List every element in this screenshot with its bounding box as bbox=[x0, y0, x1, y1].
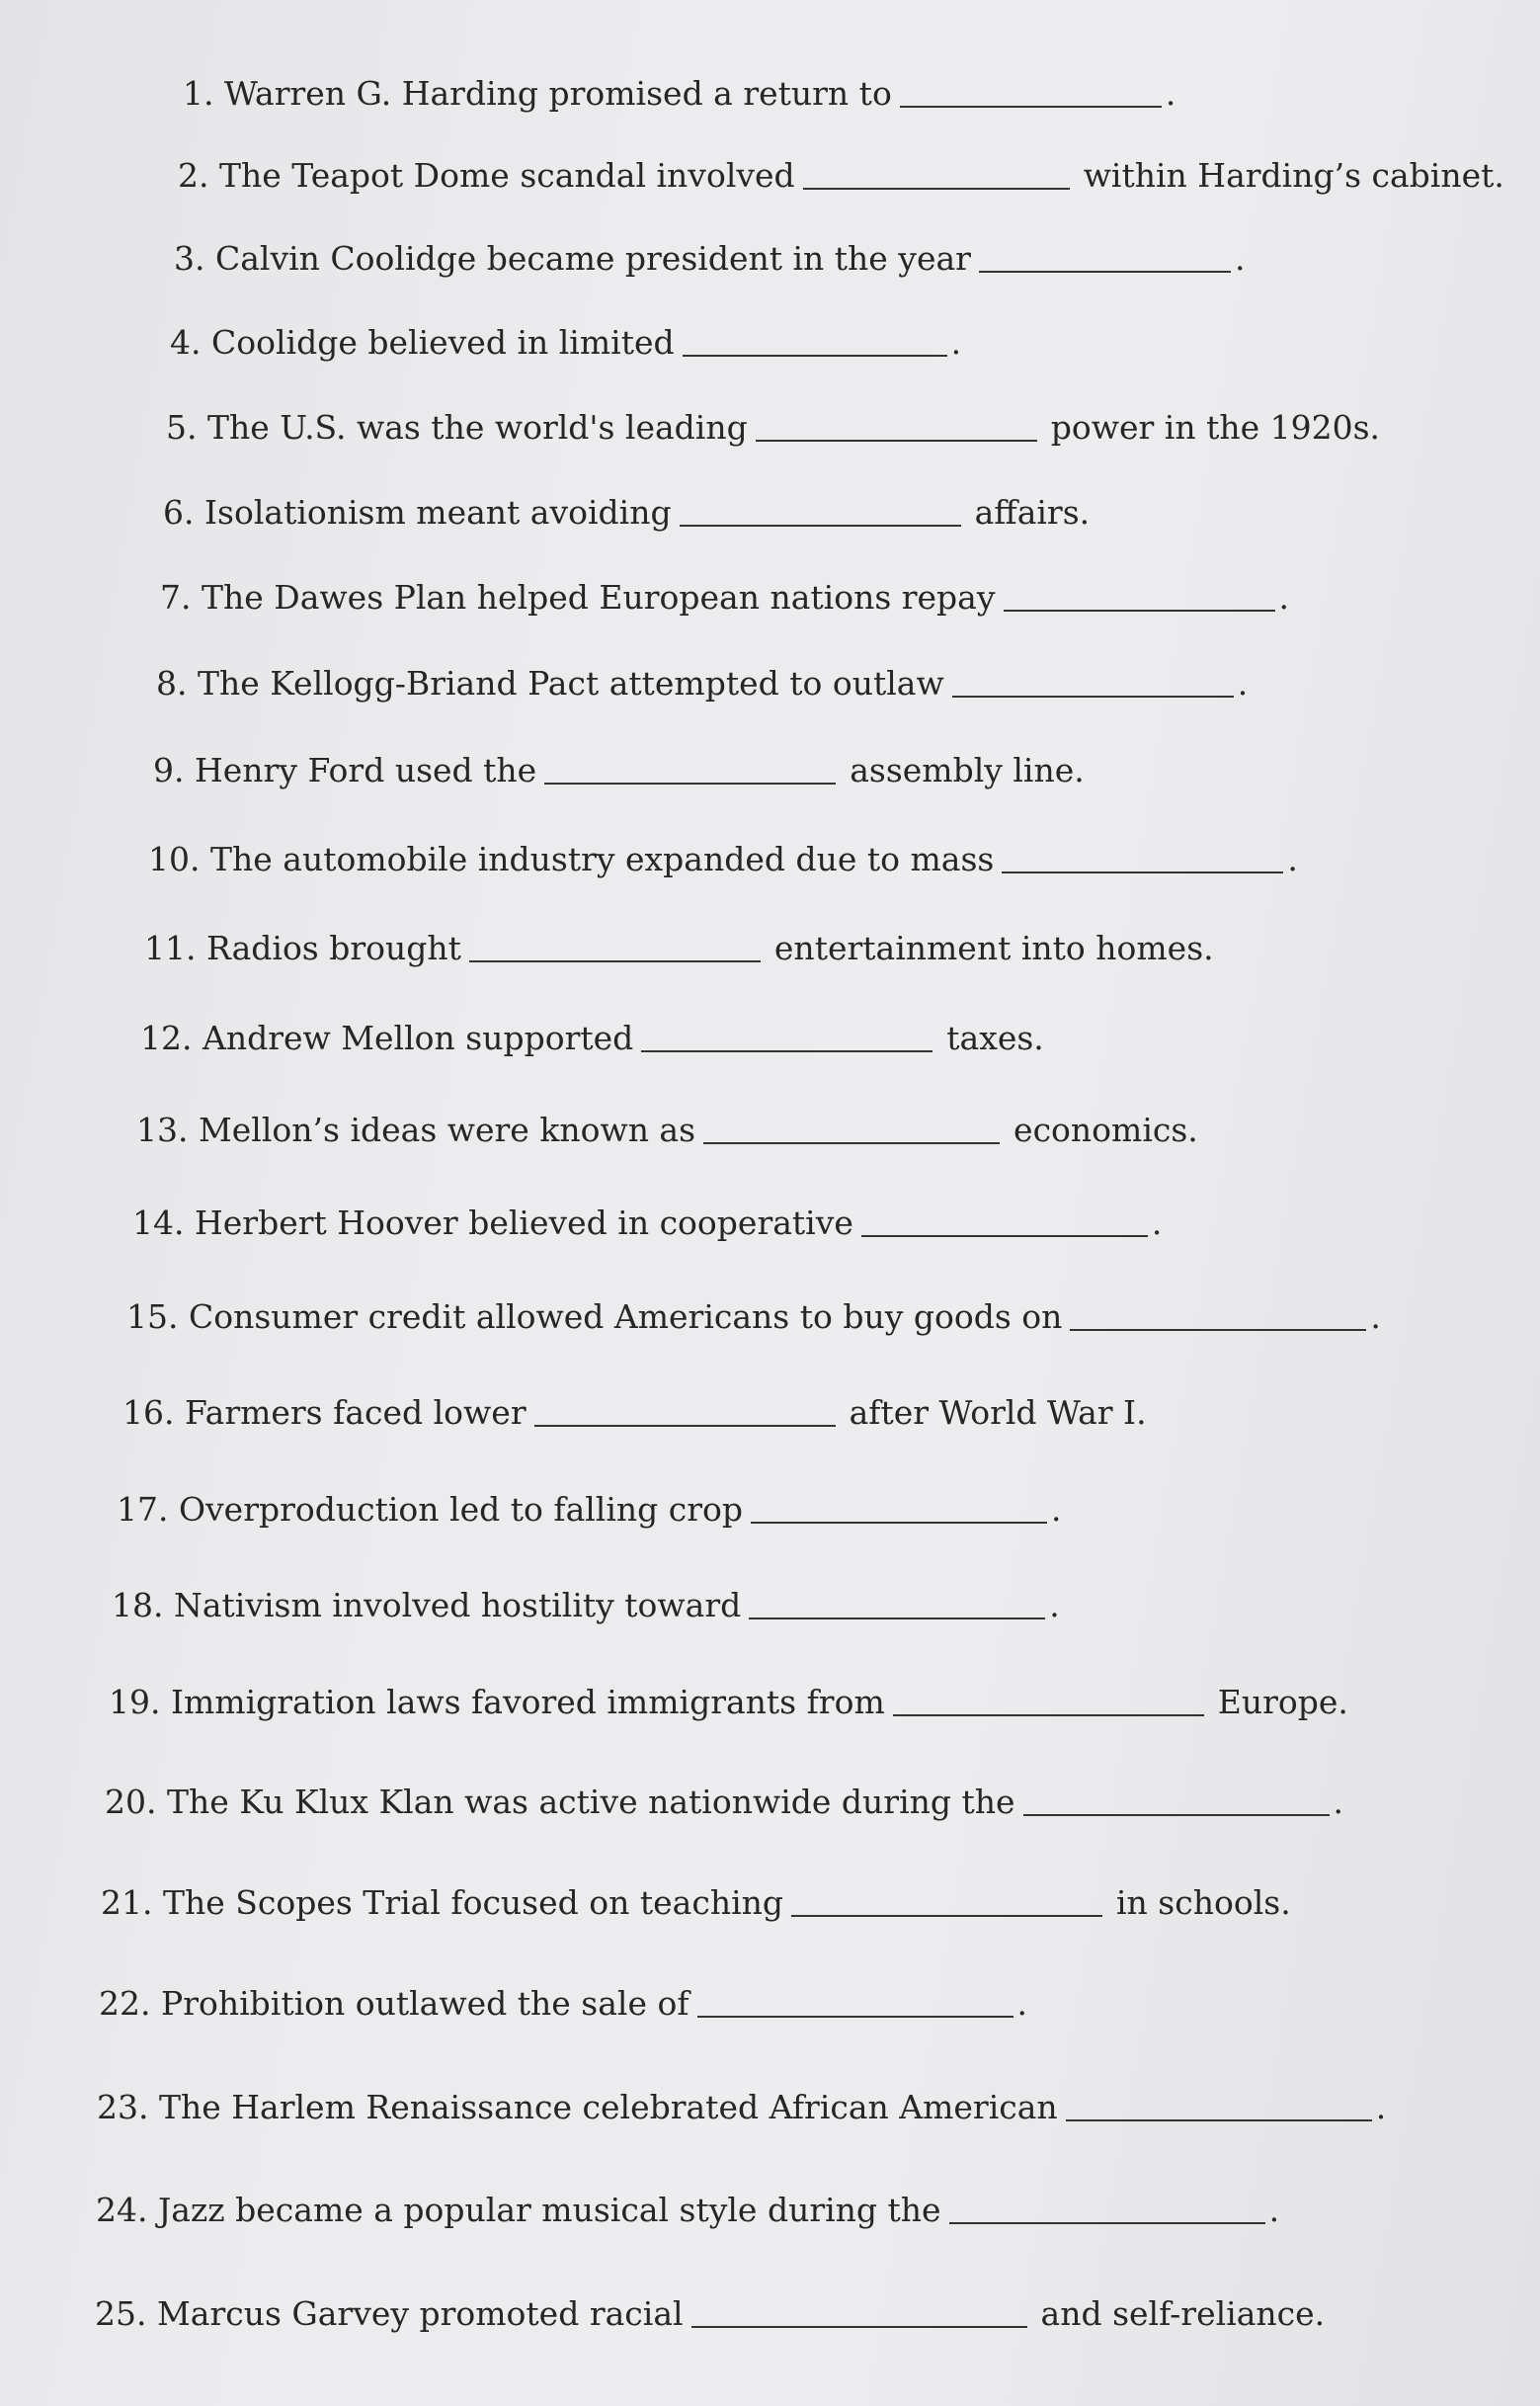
question-number: 6. bbox=[163, 493, 195, 532]
question-text: Farmers faced lower bbox=[184, 1393, 527, 1432]
question-text: Immigration laws favored immigrants from bbox=[170, 1683, 885, 1721]
answer-blank[interactable] bbox=[749, 1618, 1045, 1619]
question-number: 4. bbox=[170, 323, 202, 362]
question-text-end: . bbox=[950, 323, 962, 362]
question-number: 14. bbox=[132, 1203, 185, 1242]
question-text: Herbert Hoover believed in cooperative bbox=[194, 1203, 853, 1242]
question-text: The Harlem Renaissance celebrated African American bbox=[158, 2088, 1058, 2126]
answer-blank[interactable] bbox=[1004, 610, 1275, 612]
question-5 bbox=[166, 408, 1380, 448]
question-number: 21. bbox=[101, 1883, 153, 1922]
question-text-end: . bbox=[1268, 2191, 1280, 2229]
question-number: 9. bbox=[153, 751, 185, 789]
question-10 bbox=[148, 840, 1298, 879]
question-18 bbox=[112, 1586, 1060, 1625]
question-number: 22. bbox=[99, 1984, 151, 2023]
question-text: Calvin Coolidge became president in the year bbox=[215, 239, 971, 278]
question-text-end: . bbox=[1278, 578, 1289, 617]
question-text-end: . bbox=[1370, 1297, 1381, 1336]
question-text-end: power in the 1920s. bbox=[1050, 408, 1381, 447]
question-text-end: within Harding’s cabinet. bbox=[1083, 156, 1504, 195]
question-text: Nativism involved hostility toward bbox=[173, 1586, 742, 1624]
question-text-end: . bbox=[1287, 840, 1298, 878]
question-number: 7. bbox=[160, 578, 192, 617]
question-17 bbox=[117, 1490, 1062, 1530]
answer-blank[interactable] bbox=[1002, 871, 1283, 873]
question-text-end: after World War I. bbox=[849, 1393, 1147, 1432]
question-number: 1. bbox=[183, 74, 214, 113]
question-text: The automobile industry expanded due to mass bbox=[209, 840, 995, 878]
question-text-end: . bbox=[1234, 239, 1246, 278]
question-text: The Teapot Dome scandal involved bbox=[219, 156, 795, 195]
question-text: Radios brought bbox=[205, 929, 461, 967]
question-text: Marcus Garvey promoted racial bbox=[156, 2294, 684, 2333]
question-text-end: . bbox=[1151, 1203, 1163, 1242]
question-number: 2. bbox=[178, 156, 209, 195]
question-number: 10. bbox=[148, 840, 201, 878]
question-text-end: . bbox=[1051, 1490, 1062, 1529]
question-text-end: . bbox=[1237, 664, 1249, 703]
answer-blank[interactable] bbox=[680, 525, 961, 527]
answer-blank[interactable] bbox=[1070, 1329, 1366, 1331]
question-text-end: . bbox=[1165, 74, 1176, 113]
question-text: Overproduction led to falling crop bbox=[178, 1490, 744, 1529]
question-number: 19. bbox=[109, 1683, 161, 1721]
question-22 bbox=[99, 1984, 1027, 2024]
question-text: Jazz became a popular musical style during the bbox=[157, 2191, 941, 2229]
question-text: Coolidge believed in limited bbox=[211, 323, 675, 362]
question-text: The Scopes Trial focused on teaching bbox=[162, 1883, 783, 1922]
question-text-end: . bbox=[1016, 1984, 1028, 2023]
question-text: Consumer credit allowed Americans to buy goods on bbox=[188, 1297, 1063, 1336]
question-text: Mellon’s ideas were known as bbox=[198, 1111, 696, 1149]
question-25 bbox=[95, 2294, 1325, 2334]
question-24 bbox=[96, 2191, 1279, 2230]
question-9 bbox=[153, 751, 1085, 790]
question-text-end: affairs. bbox=[974, 493, 1091, 532]
question-15 bbox=[126, 1297, 1381, 1337]
question-number: 3. bbox=[174, 239, 205, 278]
question-text-end: assembly line. bbox=[850, 751, 1085, 789]
question-text-end: Europe. bbox=[1217, 1683, 1348, 1721]
answer-blank[interactable] bbox=[900, 106, 1162, 108]
question-4 bbox=[170, 323, 961, 363]
answer-blank[interactable] bbox=[534, 1425, 836, 1427]
question-number: 17. bbox=[117, 1490, 169, 1529]
answer-blank[interactable] bbox=[803, 188, 1070, 190]
question-number: 20. bbox=[105, 1783, 157, 1821]
answer-blank[interactable] bbox=[544, 783, 836, 785]
question-number: 24. bbox=[96, 2191, 148, 2229]
question-text-end: and self-reliance. bbox=[1040, 2294, 1326, 2333]
question-23 bbox=[97, 2088, 1386, 2127]
answer-blank[interactable] bbox=[641, 1050, 932, 1052]
answer-blank[interactable] bbox=[861, 1235, 1148, 1237]
question-text-end: in schools. bbox=[1116, 1883, 1291, 1922]
question-3 bbox=[174, 239, 1245, 279]
answer-blank[interactable] bbox=[756, 440, 1037, 442]
question-text-end: . bbox=[1375, 2088, 1387, 2126]
question-8 bbox=[156, 664, 1248, 704]
question-text-end: economics. bbox=[1013, 1111, 1198, 1149]
question-text: Isolationism meant avoiding bbox=[204, 493, 672, 532]
question-number: 12. bbox=[140, 1019, 193, 1057]
answer-blank[interactable] bbox=[952, 696, 1234, 698]
question-20 bbox=[105, 1783, 1343, 1822]
question-text: The Ku Klux Klan was active nationwide during the bbox=[166, 1783, 1015, 1821]
question-number: 16. bbox=[122, 1393, 175, 1432]
question-text-end: entertainment into homes. bbox=[773, 929, 1214, 967]
answer-blank[interactable] bbox=[691, 2326, 1027, 2328]
question-number: 8. bbox=[156, 664, 188, 703]
question-13 bbox=[136, 1111, 1198, 1150]
question-14 bbox=[132, 1203, 1162, 1243]
question-text: Andrew Mellon supported bbox=[202, 1019, 634, 1057]
answer-blank[interactable] bbox=[697, 2016, 1013, 2018]
answer-blank[interactable] bbox=[791, 1915, 1102, 1917]
question-text-end: . bbox=[1333, 1783, 1344, 1821]
question-number: 13. bbox=[136, 1111, 189, 1149]
question-text-end: taxes. bbox=[946, 1019, 1044, 1057]
question-text: Warren G. Harding promised a return to bbox=[224, 74, 892, 113]
question-2 bbox=[178, 156, 1504, 196]
answer-blank[interactable] bbox=[751, 1522, 1047, 1524]
answer-blank[interactable] bbox=[979, 271, 1231, 273]
question-text: The Dawes Plan helped European nations repay bbox=[202, 578, 996, 617]
question-text: Henry Ford used the bbox=[195, 751, 537, 789]
question-6 bbox=[163, 493, 1090, 533]
answer-blank[interactable] bbox=[469, 960, 761, 962]
question-number: 25. bbox=[95, 2294, 147, 2333]
question-21 bbox=[101, 1883, 1291, 1923]
answer-blank[interactable] bbox=[1023, 1814, 1330, 1816]
answer-blank[interactable] bbox=[683, 355, 947, 357]
question-number: 18. bbox=[112, 1586, 164, 1624]
question-text: Prohibition outlawed the sale of bbox=[160, 1984, 689, 2023]
question-7 bbox=[160, 578, 1289, 618]
answer-blank[interactable] bbox=[893, 1714, 1204, 1716]
question-1 bbox=[183, 74, 1175, 114]
question-text-end: . bbox=[1049, 1586, 1060, 1624]
question-19 bbox=[109, 1683, 1348, 1722]
question-text: The Kellogg-Briand Pact attempted to outlaw bbox=[198, 664, 944, 703]
question-number: 15. bbox=[126, 1297, 179, 1336]
answer-blank[interactable] bbox=[703, 1142, 1000, 1144]
question-16 bbox=[122, 1393, 1147, 1433]
question-11 bbox=[144, 929, 1214, 968]
question-number: 5. bbox=[166, 408, 198, 447]
question-number: 11. bbox=[144, 929, 197, 967]
question-text: The U.S. was the world's leading bbox=[207, 408, 748, 447]
question-number: 23. bbox=[97, 2088, 149, 2126]
answer-blank[interactable] bbox=[949, 2222, 1265, 2224]
question-12 bbox=[140, 1019, 1044, 1058]
answer-blank[interactable] bbox=[1066, 2119, 1372, 2121]
